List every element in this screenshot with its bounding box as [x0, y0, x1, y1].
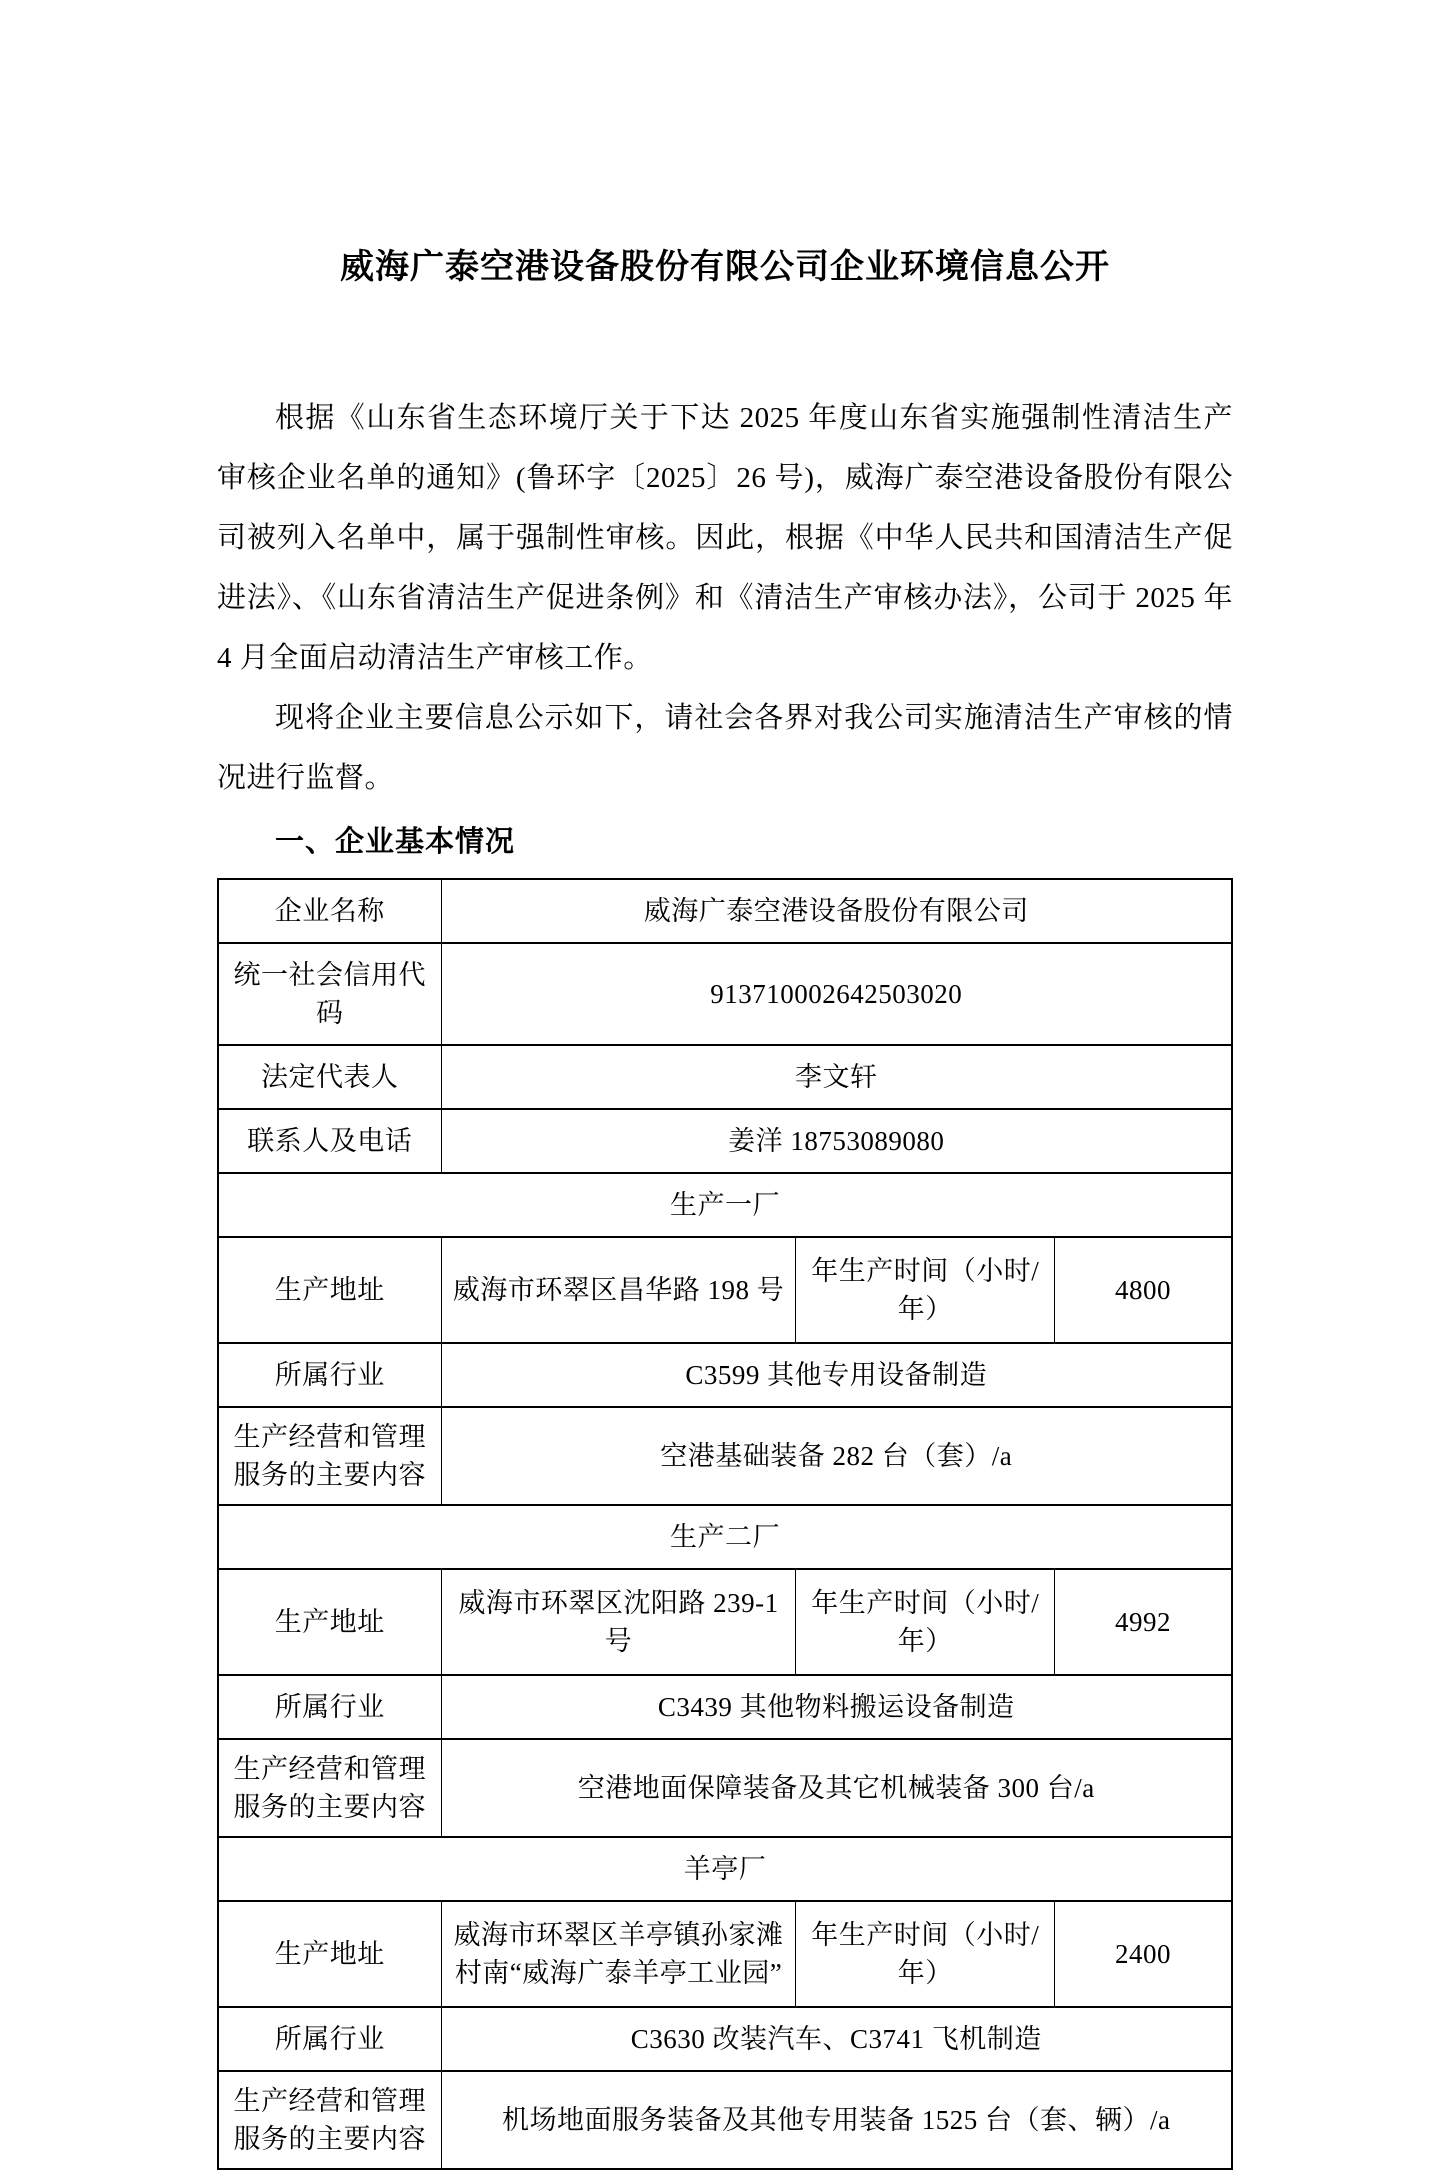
- plant3-hours-value: 2400: [1055, 1901, 1232, 2007]
- plant3-industry-label: 所属行业: [218, 2007, 441, 2071]
- plant2-content-value: 空港地面保障装备及其它机械装备 300 台/a: [441, 1739, 1232, 1837]
- table-row-plant3-address: [218, 1901, 1232, 2007]
- table-row-plant2-address: [218, 1569, 1232, 1675]
- plant1-industry-label: 所属行业: [218, 1343, 441, 1407]
- table-row-plant3-industry: [218, 2007, 1232, 2071]
- plant2-industry-value: C3439 其他物料搬运设备制造: [441, 1675, 1232, 1739]
- contact-label: 联系人及电话: [218, 1109, 441, 1173]
- plant3-content-value: 机场地面服务装备及其他专用装备 1525 台（套、辆）/a: [441, 2071, 1232, 2169]
- table-row-contact: [218, 1109, 1232, 1173]
- table-row-plant2-section: [218, 1505, 1232, 1569]
- plant3-content-label: 生产经营和管理服务的主要内容: [218, 2071, 441, 2169]
- table-row-plant2-industry: [218, 1675, 1232, 1739]
- plant2-address-label: 生产地址: [218, 1569, 441, 1675]
- plant1-section-title: 生产一厂: [218, 1173, 1232, 1237]
- table-row-plant1-industry: [218, 1343, 1232, 1407]
- table-row-company-name: [218, 879, 1232, 943]
- credit-code-label: 统一社会信用代码: [218, 943, 441, 1045]
- plant1-address-value: 威海市环翠区昌华路 198 号: [441, 1237, 796, 1343]
- plant2-section-title: 生产二厂: [218, 1505, 1232, 1569]
- section-heading-basic-info: 一、企业基本情况: [275, 826, 516, 858]
- table-row-credit-code: [218, 943, 1232, 1045]
- plant1-content-label: 生产经营和管理服务的主要内容: [218, 1407, 441, 1505]
- table-row-plant1-section: [218, 1173, 1232, 1237]
- plant2-hours-label: 年生产时间（小时/年）: [796, 1569, 1055, 1675]
- plant1-hours-value: 4800: [1055, 1237, 1232, 1343]
- plant2-content-label: 生产经营和管理服务的主要内容: [218, 1739, 441, 1837]
- plant2-address-value: 威海市环翠区沈阳路 239-1 号: [441, 1569, 796, 1675]
- plant3-hours-label: 年生产时间（小时/年）: [796, 1901, 1055, 2007]
- plant1-hours-label: 年生产时间（小时/年）: [796, 1237, 1055, 1343]
- plant1-address-label: 生产地址: [218, 1237, 441, 1343]
- company-name-value: 威海广泰空港设备股份有限公司: [441, 879, 1232, 943]
- basic-info-table: [217, 878, 1233, 2170]
- plant3-address-value: 威海市环翠区羊亭镇孙家滩村南“威海广泰羊亭工业园”: [441, 1901, 796, 2007]
- legal-rep-value: 李文轩: [441, 1045, 1232, 1109]
- table-row-plant1-content: [218, 1407, 1232, 1505]
- legal-rep-label: 法定代表人: [218, 1045, 441, 1109]
- table-row-legal-rep: [218, 1045, 1232, 1109]
- plant2-industry-label: 所属行业: [218, 1675, 441, 1739]
- credit-code-value: 913710002642503020: [441, 943, 1232, 1045]
- plant2-hours-value: 4992: [1055, 1569, 1232, 1675]
- document-title: 威海广泰空港设备股份有限公司企业环境信息公开: [340, 249, 1110, 286]
- company-name-label: 企业名称: [218, 879, 441, 943]
- paragraph-disclosure-notice: 现将企业主要信息公示如下，请社会各界对我公司实施清洁生产审核的情况进行监督。: [217, 702, 1233, 794]
- plant1-content-value: 空港基础装备 282 台（套）/a: [441, 1407, 1232, 1505]
- plant3-address-label: 生产地址: [218, 1901, 441, 2007]
- plant1-industry-value: C3599 其他专用设备制造: [441, 1343, 1232, 1407]
- table-row-plant3-content: [218, 2071, 1232, 2169]
- contact-value: 姜洋 18753089080: [441, 1109, 1232, 1173]
- plant3-industry-value: C3630 改装汽车、C3741 飞机制造: [441, 2007, 1232, 2071]
- table-row-plant3-section: [218, 1837, 1232, 1901]
- table-row-plant2-content: [218, 1739, 1232, 1837]
- paragraph-audit-basis: 根据《山东省生态环境厅关于下达 2025 年度山东省实施强制性清洁生产审核企业名单的通知》(鲁环字〔2025〕26 号)，威海广泰空港设备股份有限公司被列入名单中，属于强制性审核。因此，根据《中华人民共和国清洁生产促进法》、《山东省清洁生产促进条例》和《清洁生产审核办法》，公司于 2025 年 4 月全面启动清洁生产审核工作。: [217, 402, 1233, 674]
- table-row-plant1-address: [218, 1237, 1232, 1343]
- plant3-section-title: 羊亭厂: [218, 1837, 1232, 1901]
